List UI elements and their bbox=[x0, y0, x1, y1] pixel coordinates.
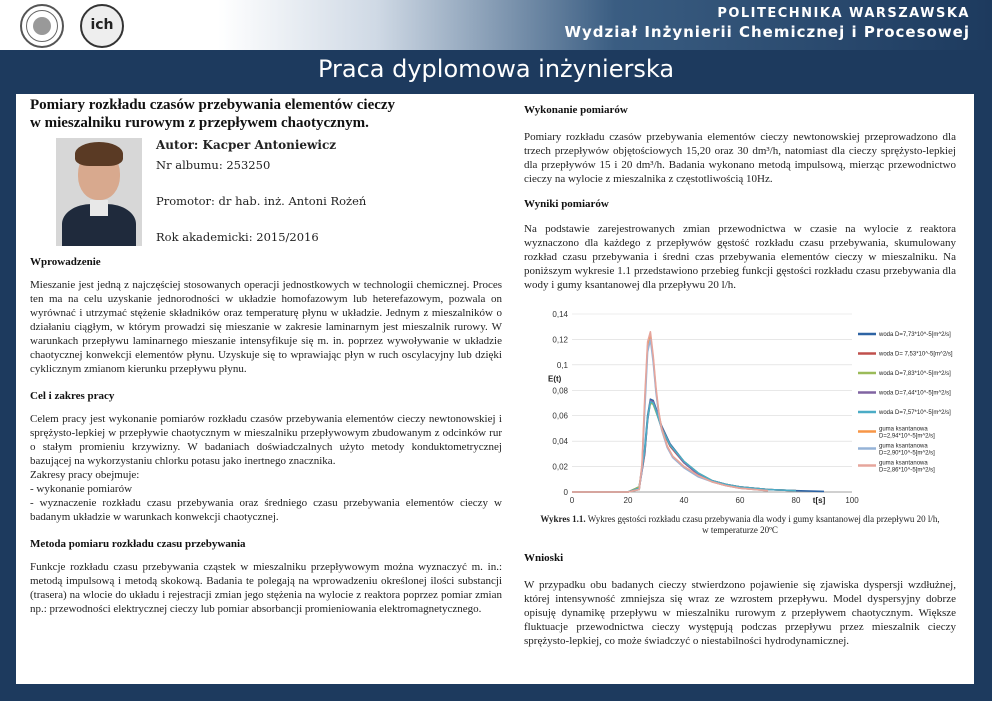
university-name bbox=[564, 6, 970, 41]
y-tick-label: 0,04 bbox=[552, 437, 568, 447]
x-tick-label: 60 bbox=[735, 496, 745, 505]
legend-label: guma ksantanowa D=2,90*10^-5[m^2/s] bbox=[879, 443, 935, 457]
caption-block bbox=[524, 514, 956, 648]
goal-text: Celem pracy jest wykonanie pomiarów rozkładu czasów przebywania elementów cieczy newtonowskiej i sprężysto-lepkiej w przepływie chaotycznym w mieszalniku przepływowym zbudowanym z odcinków rur o stałym promieniu krzywizny. W badaniach doświadczalnych użyto metody konduktometrycznej bazującej na wykorzystaniu chlorku potasu jako inertnego znacznika. bbox=[30, 413, 502, 467]
legend-label: woda D=7,83*10^-5[m^2/s] bbox=[879, 371, 951, 377]
intro-heading: Wprowadzenie bbox=[30, 256, 101, 268]
goal-scope: Zakresy pracy obejmuje: bbox=[30, 469, 140, 481]
y-tick-label: 0,06 bbox=[552, 411, 568, 421]
x-tick-label: 80 bbox=[791, 496, 801, 505]
chart-caption: Wykres 1.1. Wykres gęstości rozkładu czasu przebywania dla wody i gumy ksantanowej dla przepływu 20 l/h, w temperaturze 20ºC bbox=[540, 514, 940, 535]
goal-heading: Cel i zakres pracy bbox=[30, 390, 115, 402]
y-tick-label: 0,08 bbox=[552, 386, 568, 396]
series-line bbox=[572, 399, 824, 492]
legend-label: guma ksantanowa D=2,94*10^-5[m^2/s] bbox=[879, 426, 935, 440]
thesis-title: Pomiary rozkładu czasów przebywania elementów cieczy w mieszalniku rurowym z przepływem chaotycznym. bbox=[30, 97, 396, 131]
author-name: Autor: Kacper Antoniewicz bbox=[156, 138, 337, 152]
method-heading: Metoda pomiaru rozkładu czasu przebywania bbox=[30, 538, 246, 550]
legend-label: woda D=7,44*10^-5[m^2/s] bbox=[879, 390, 951, 397]
university-title: POLITECHNIKA WARSZAWSKA bbox=[717, 6, 970, 21]
x-tick-label: 100 bbox=[845, 496, 859, 505]
legend-label: woda D=7,73*10^-5[m^2/s] bbox=[879, 332, 951, 338]
exec-heading: Wykonanie pomiarów bbox=[524, 104, 628, 116]
poster-panel bbox=[16, 94, 974, 684]
x-axis-label: t[s] bbox=[812, 496, 826, 505]
faculty-logo: ich bbox=[80, 4, 124, 48]
author-info bbox=[156, 138, 486, 244]
right-column bbox=[524, 104, 956, 292]
goal-bullet-1: - wykonanie pomiarów bbox=[30, 483, 133, 495]
y-tick-label: 0,12 bbox=[552, 335, 568, 345]
legend-label: woda D= 7,53*10^-5[m^2/s] bbox=[879, 351, 953, 358]
x-tick-label: 20 bbox=[623, 496, 633, 505]
exec-text: Pomiary rozkładu czasów przebywania elementów cieczy newtonowskiej przeprowadzono dla trzech przepływów objętościowych 15,20 oraz 30 dm³/h, natomiast dla cieczy sprężysto-lepkiej dla przepływów 15 i 20 dm³/h. Badania wykonano metodą impulsową, mierząc przewodnictwo cieczy na wylocie z mieszalnika z częstotliwością 10Hz. bbox=[524, 131, 956, 185]
x-tick-label: 0 bbox=[569, 496, 575, 505]
series-line bbox=[572, 403, 796, 492]
series-line bbox=[572, 334, 768, 492]
y-tick-label: 0,14 bbox=[552, 310, 568, 319]
x-tick-label: 40 bbox=[679, 496, 689, 505]
intro-text: Mieszanie jest jedną z najczęściej stosowanych operacji jednostkowych w technologii chemicznej. Proces ten ma na celu uzyskanie jednorodności w układzie homofazowym lub heterefazowym, pozwala on wyrównać i utrzymać stężenie składników oraz temperaturę płynu w układzie. Jednym z mieszalników o działaniu ciągłym, w którym prowadzi się mieszanie w zakresie laminarnym jest mieszalnik rurowy. W warunkach przepływu laminarnego mieszanie intensyfikuje się m. in. poprzez wywoływanie w układzie chaotycznej konwekcji elementów płynu. Uzyskuje się to wprawiając płyn w ruch oscylacyjny lub dzięki cyklicznym zmianom kierunku przepływu płynu. bbox=[30, 279, 502, 375]
series-line bbox=[572, 332, 768, 492]
series-line bbox=[572, 402, 796, 492]
rtd-chart bbox=[524, 306, 956, 526]
left-sections bbox=[30, 256, 502, 616]
y-axis-label: E(t) bbox=[548, 374, 562, 384]
header-bar bbox=[0, 0, 992, 50]
method-text: Funkcje rozkładu czasu przebywania cząstek w mieszalniku przepływowym można wyznaczyć m. in.: metodą impulsową i metodą skokową. Badania te polegają na wprowadzeniu określonej ilości substancji (trasera) na wlocie do układu i rejestracji zmian jego stężenia na wylocie z reaktora poprzez pomiar zmian np.: przewodności elektrycznej cieczy lub pomiar absorbancji promieniowania elektromagnetycznego. bbox=[30, 561, 502, 615]
politechnika-logo bbox=[20, 4, 64, 48]
legend-label: woda D=7,57*10^-5[m^2/s] bbox=[879, 410, 951, 416]
faculty-title: Wydział Inżynierii Chemicznej i Procesowej bbox=[564, 23, 970, 41]
results-heading: Wyniki pomiarów bbox=[524, 198, 609, 210]
y-tick-label: 0,1 bbox=[556, 360, 568, 370]
y-tick-label: 0 bbox=[563, 488, 568, 497]
author-photo bbox=[56, 138, 142, 246]
goal-bullet-2: - wyznaczenie rozkładu czasu przebywania oraz średniego czasu przebywania elementów cieczy w badanym układzie w warunkach konwekcji chaotycznej. bbox=[30, 497, 502, 523]
series-line bbox=[572, 402, 796, 492]
conclusions-heading: Wnioski bbox=[524, 552, 564, 564]
results-text: Na podstawie zarejestrowanych zmian przewodnictwa w czasie na wylocie z reaktora wyznaczono dla każdego z przepływów gęstość rozkładu czasu przebywania, skumulowany rozkład czasu przebywania i średni czas przebywania elementów cieczy w mieszalniku. Na poniższym wykresie 1.1 przedstawiono przebieg funkcji gęstości rozkładu czasu przebywania dla wody i gumy ksantanowej dla przepływu 20 l/h. bbox=[524, 223, 956, 291]
poster-title: Praca dyplomowa inżynierska bbox=[317, 55, 675, 83]
album-number: Nr albumu: 253250 bbox=[156, 158, 271, 172]
conclusions-text: W przypadku obu badanych cieczy stwierdzono pojawienie się zjawiska dyspersji wzdłużnej, której intensywność zmniejsza się wraz ze wzrostem przepływu. Model dyspersyjny dobrze opisuję dynamikę przepływu w mieszalniku rurowym z przepływem chaotycznym. Większe fluktuacje przewodnictwa cieczy występują podczas przepływu przez mieszalnik cieczy sprężysto-lepkiej, co może świadczyć o niestabilności hydrodynamicznej. bbox=[524, 579, 956, 647]
chart-svg bbox=[524, 306, 956, 506]
y-tick-label: 0,02 bbox=[552, 462, 568, 472]
academic-year: Rok akademicki: 2015/2016 bbox=[156, 230, 319, 244]
promotor: Promotor: dr hab. inż. Antoni Rożeń bbox=[156, 194, 367, 208]
series-line bbox=[572, 401, 796, 493]
legend-label: guma ksantanowa D=2,86*10^-5[m^2/s] bbox=[879, 460, 935, 474]
left-column bbox=[30, 96, 502, 132]
